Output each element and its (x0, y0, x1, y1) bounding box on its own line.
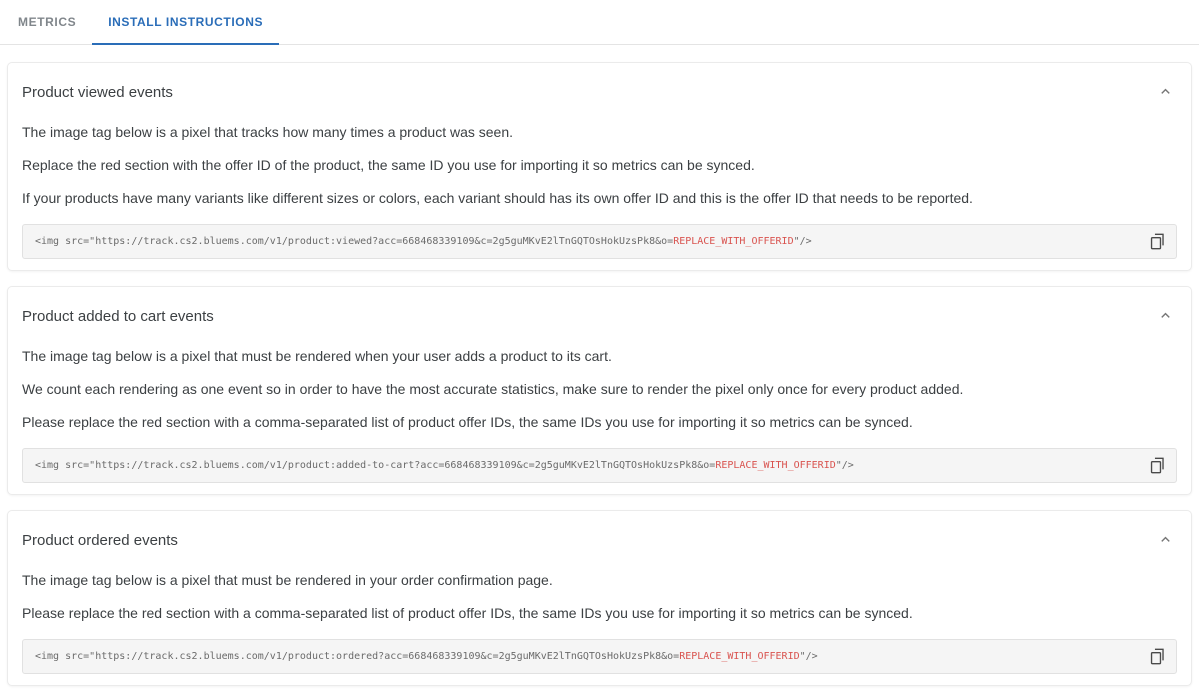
code-suffix: "/> (799, 651, 818, 662)
code-offerid-placeholder: REPLACE_WITH_OFFERID (673, 236, 794, 247)
card-title: Product ordered events (22, 532, 178, 549)
tab-bar (0, 0, 1199, 45)
copy-icon[interactable] (1147, 645, 1168, 668)
card-product-viewed (7, 62, 1192, 271)
install-instructions-panel (0, 45, 1199, 689)
code-text (35, 236, 1139, 247)
code-text (35, 460, 1139, 471)
code-text (35, 651, 1139, 662)
card-title: Product added to cart events (22, 308, 214, 325)
card-header-product-added-to-cart[interactable] (22, 308, 1177, 326)
tab-install-instructions[interactable]: INSTALL INSTRUCTIONS (92, 0, 279, 45)
chevron-up-icon[interactable] (1158, 532, 1173, 547)
card-paragraph: Please replace the red section with a comma-separated list of product offer IDs, the same IDs you use for importing it so metrics can be synced. (22, 414, 913, 430)
card-paragraph: Please replace the red section with a comma-separated list of product offer IDs, the same IDs you use for importing it so metrics can be synced. (22, 605, 913, 621)
card-paragraph: The image tag below is a pixel that must be rendered in your order confirmation page. (22, 572, 553, 588)
copy-icon[interactable] (1147, 454, 1168, 477)
copy-icon[interactable] (1147, 230, 1168, 253)
card-header-product-viewed[interactable] (22, 84, 1177, 102)
card-paragraph: The image tag below is a pixel that tracks how many times a product was seen. (22, 124, 514, 140)
chevron-up-icon[interactable] (1158, 84, 1173, 99)
chevron-up-icon[interactable] (1158, 308, 1173, 323)
code-prefix: <img src="https://track.cs2.bluems.com/v1/product:viewed?acc=668468339109&c=2g5guMKvE2lTnGQTOsHokUzsPk8&o= (35, 236, 674, 247)
pixel-code-snippet (22, 224, 1177, 259)
card-paragraph: The image tag below is a pixel that must be rendered when your user adds a product to its cart. (22, 348, 612, 364)
card-paragraph: We count each rendering as one event so in order to have the most accurate statistics, make sure to render the pixel only once for every product added. (22, 381, 964, 397)
card-title: Product viewed events (22, 84, 173, 101)
code-suffix: "/> (793, 236, 812, 247)
pixel-code-snippet (22, 639, 1177, 674)
tab-metrics[interactable]: METRICS (18, 14, 77, 29)
card-paragraph: Replace the red section with the offer ID of the product, the same ID you use for importing it so metrics can be synced. (22, 157, 755, 173)
pixel-code-snippet (22, 448, 1177, 483)
card-header-product-ordered[interactable] (22, 532, 1177, 550)
code-offerid-placeholder: REPLACE_WITH_OFFERID (679, 651, 800, 662)
code-prefix: <img src="https://track.cs2.bluems.com/v1/product:ordered?acc=668468339109&c=2g5guMKvE2lTnGQTOsHokUzsPk8&o= (35, 651, 680, 662)
code-offerid-placeholder: REPLACE_WITH_OFFERID (715, 460, 836, 471)
card-paragraph: If your products have many variants like different sizes or colors, each variant should has its own offer ID and this is the offer ID that needs to be reported. (22, 190, 973, 206)
code-suffix: "/> (835, 460, 854, 471)
card-product-ordered (7, 510, 1192, 686)
code-prefix: <img src="https://track.cs2.bluems.com/v1/product:added-to-cart?acc=668468339109&c=2g5guMKvE2lTnGQTOsHokUzsPk8&o= (35, 460, 716, 471)
card-product-added-to-cart (7, 286, 1192, 495)
